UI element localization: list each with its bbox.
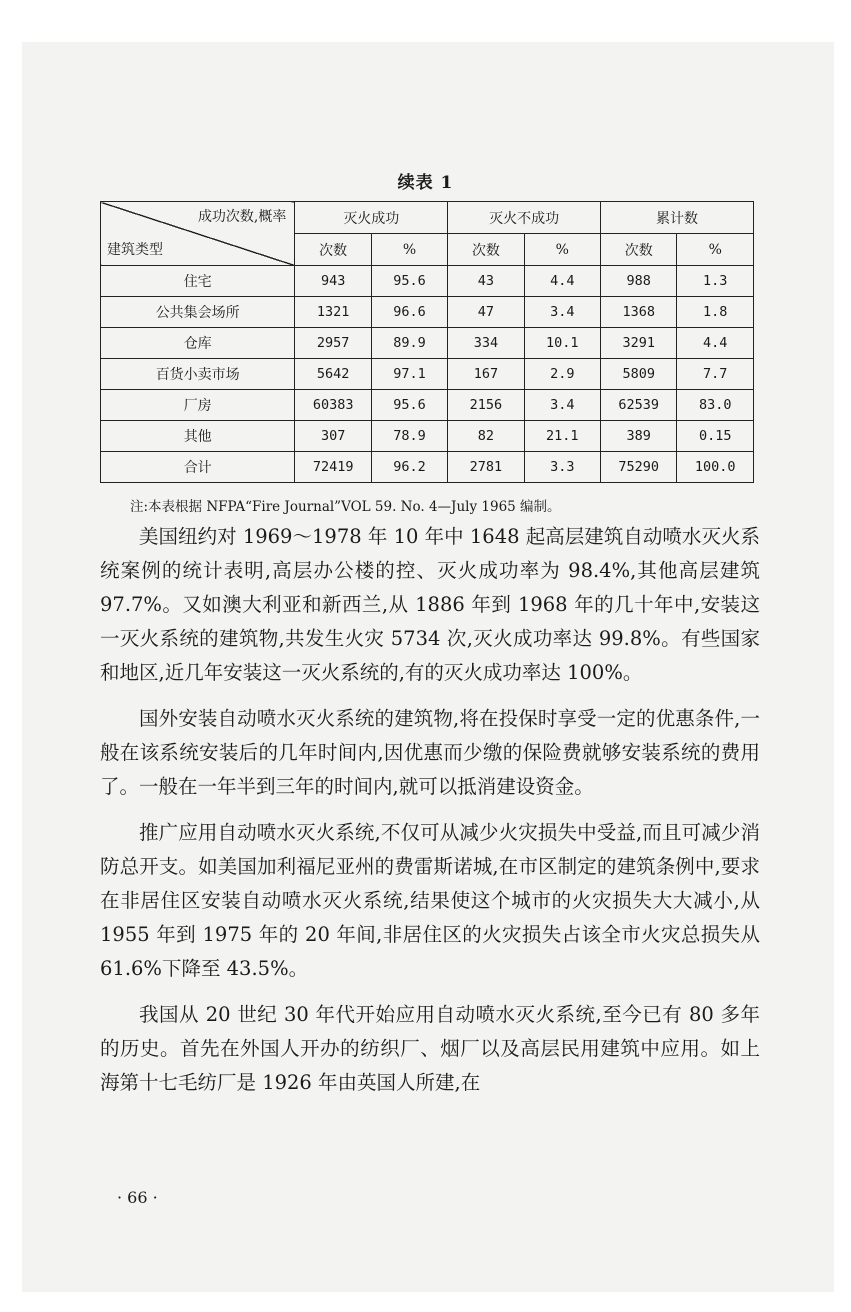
cell-success-percent: 97.1 <box>371 359 447 390</box>
table-row <box>101 266 754 297</box>
cell-total-count: 62539 <box>601 390 677 421</box>
cell-success-percent: 95.6 <box>371 390 447 421</box>
cell-building-type: 其他 <box>101 421 295 452</box>
cell-success-count: 72419 <box>295 452 371 483</box>
subheader-percent: % <box>371 234 447 266</box>
cell-total-percent: 1.3 <box>677 266 754 297</box>
cell-success-count: 5642 <box>295 359 371 390</box>
cell-failure-percent: 10.1 <box>524 328 600 359</box>
cell-building-type: 百货小卖市场 <box>101 359 295 390</box>
cell-failure-count: 43 <box>448 266 524 297</box>
group-header-failure: 灭火不成功 <box>448 202 601 234</box>
cell-total-percent: 1.8 <box>677 297 754 328</box>
cell-total-count: 75290 <box>601 452 677 483</box>
paragraph: 推广应用自动喷水灭火系统,不仅可从减少火灾损失中受益,而且可减少消防总开支。如美国加利福尼亚州的费雷斯诺城,在市区制定的建筑条例中,要求在非居住区安装自动喷水灭火系统,结果使这个城市的火灾损失大大减小,从 1955 年到 1975 年的 20 年间,非居住区的火灾损失占该全市火灾总损失从 61.6%下降至 43.5%。 <box>100 821 760 980</box>
table-row <box>101 421 754 452</box>
diagonal-header-cell <box>101 202 295 266</box>
cell-failure-count: 47 <box>448 297 524 328</box>
cell-building-type: 合计 <box>101 452 295 483</box>
cell-failure-count: 334 <box>448 328 524 359</box>
cell-success-count: 2957 <box>295 328 371 359</box>
table-row-total <box>101 452 754 483</box>
paragraph: 美国纽约对 1969～1978 年 10 年中 1648 起高层建筑自动喷水灭火系统案例的统计表明,高层办公楼的控、灭火成功率为 98.4%,其他高层建筑 97.7%。又如澳大利亚和新西兰,从 1886 年到 1968 年的几十年中,安装这一灭火系统的建筑物,共发生火灾 5734 次,灭火成功率达 99.8%。有些国家和地区,近几年安装这一灭火系统的,有的灭火成功率达 100%。 <box>100 525 760 684</box>
cell-total-count: 988 <box>601 266 677 297</box>
cell-building-type: 仓库 <box>101 328 295 359</box>
subheader-count: 次数 <box>448 234 524 266</box>
table-header-row <box>101 202 754 234</box>
table-row <box>101 390 754 421</box>
cell-success-count: 1321 <box>295 297 371 328</box>
subheader-percent: % <box>524 234 600 266</box>
cell-total-count: 5809 <box>601 359 677 390</box>
cell-success-percent: 96.6 <box>371 297 447 328</box>
cell-failure-count: 167 <box>448 359 524 390</box>
subheader-count: 次数 <box>601 234 677 266</box>
cell-total-percent: 0.15 <box>677 421 754 452</box>
cell-total-percent: 4.4 <box>677 328 754 359</box>
cell-total-count: 389 <box>601 421 677 452</box>
cell-success-count: 943 <box>295 266 371 297</box>
diag-header-bottom: 建筑类型 <box>107 242 163 258</box>
cell-failure-percent: 2.9 <box>524 359 600 390</box>
cell-failure-count: 82 <box>448 421 524 452</box>
subheader-percent: % <box>677 234 754 266</box>
cell-success-percent: 96.2 <box>371 452 447 483</box>
cell-success-count: 60383 <box>295 390 371 421</box>
diag-header-top: 成功次数,概率 <box>197 209 287 225</box>
cell-failure-count: 2781 <box>448 452 524 483</box>
table-note: 注:本表根据 NFPA“Fire Journal”VOL 59. No. 4—July 1965 编制。 <box>130 499 561 515</box>
cell-failure-percent: 3.4 <box>524 390 600 421</box>
cell-success-count: 307 <box>295 421 371 452</box>
group-header-total: 累计数 <box>601 202 754 234</box>
table-row <box>101 328 754 359</box>
cell-failure-percent: 3.4 <box>524 297 600 328</box>
cell-total-count: 1368 <box>601 297 677 328</box>
cell-total-percent: 100.0 <box>677 452 754 483</box>
cell-failure-percent: 21.1 <box>524 421 600 452</box>
cell-success-percent: 78.9 <box>371 421 447 452</box>
page-number: · 66 · <box>117 1188 158 1207</box>
cell-failure-percent: 3.3 <box>524 452 600 483</box>
subheader-count: 次数 <box>295 234 371 266</box>
cell-total-percent: 7.7 <box>677 359 754 390</box>
body-text <box>100 520 760 1112</box>
paragraph: 国外安装自动喷水灭火系统的建筑物,将在投保时享受一定的优惠条件,一般在该系统安装后的几年时间内,因优惠而少缴的保险费就够安装系统的费用了。一般在一年半到三年的时间内,就可以抵消建设资金。 <box>100 707 760 798</box>
cell-failure-percent: 4.4 <box>524 266 600 297</box>
paragraph: 我国从 20 世纪 30 年代开始应用自动喷水灭火系统,至今已有 80 多年的历史。首先在外国人开办的纺织厂、烟厂以及高层民用建筑中应用。如上海第十七毛纺厂是 1926 年由英国人所建,在 <box>100 1003 760 1094</box>
cell-success-percent: 95.6 <box>371 266 447 297</box>
statistics-table <box>100 201 754 483</box>
cell-building-type: 厂房 <box>101 390 295 421</box>
cell-total-percent: 83.0 <box>677 390 754 421</box>
cell-total-count: 3291 <box>601 328 677 359</box>
cell-success-percent: 89.9 <box>371 328 447 359</box>
table-row <box>101 359 754 390</box>
cell-building-type: 公共集会场所 <box>101 297 295 328</box>
cell-building-type: 住宅 <box>101 266 295 297</box>
table-row <box>101 297 754 328</box>
table-title: 续表 1 <box>397 173 454 193</box>
cell-failure-count: 2156 <box>448 390 524 421</box>
group-header-success: 灭火成功 <box>295 202 448 234</box>
